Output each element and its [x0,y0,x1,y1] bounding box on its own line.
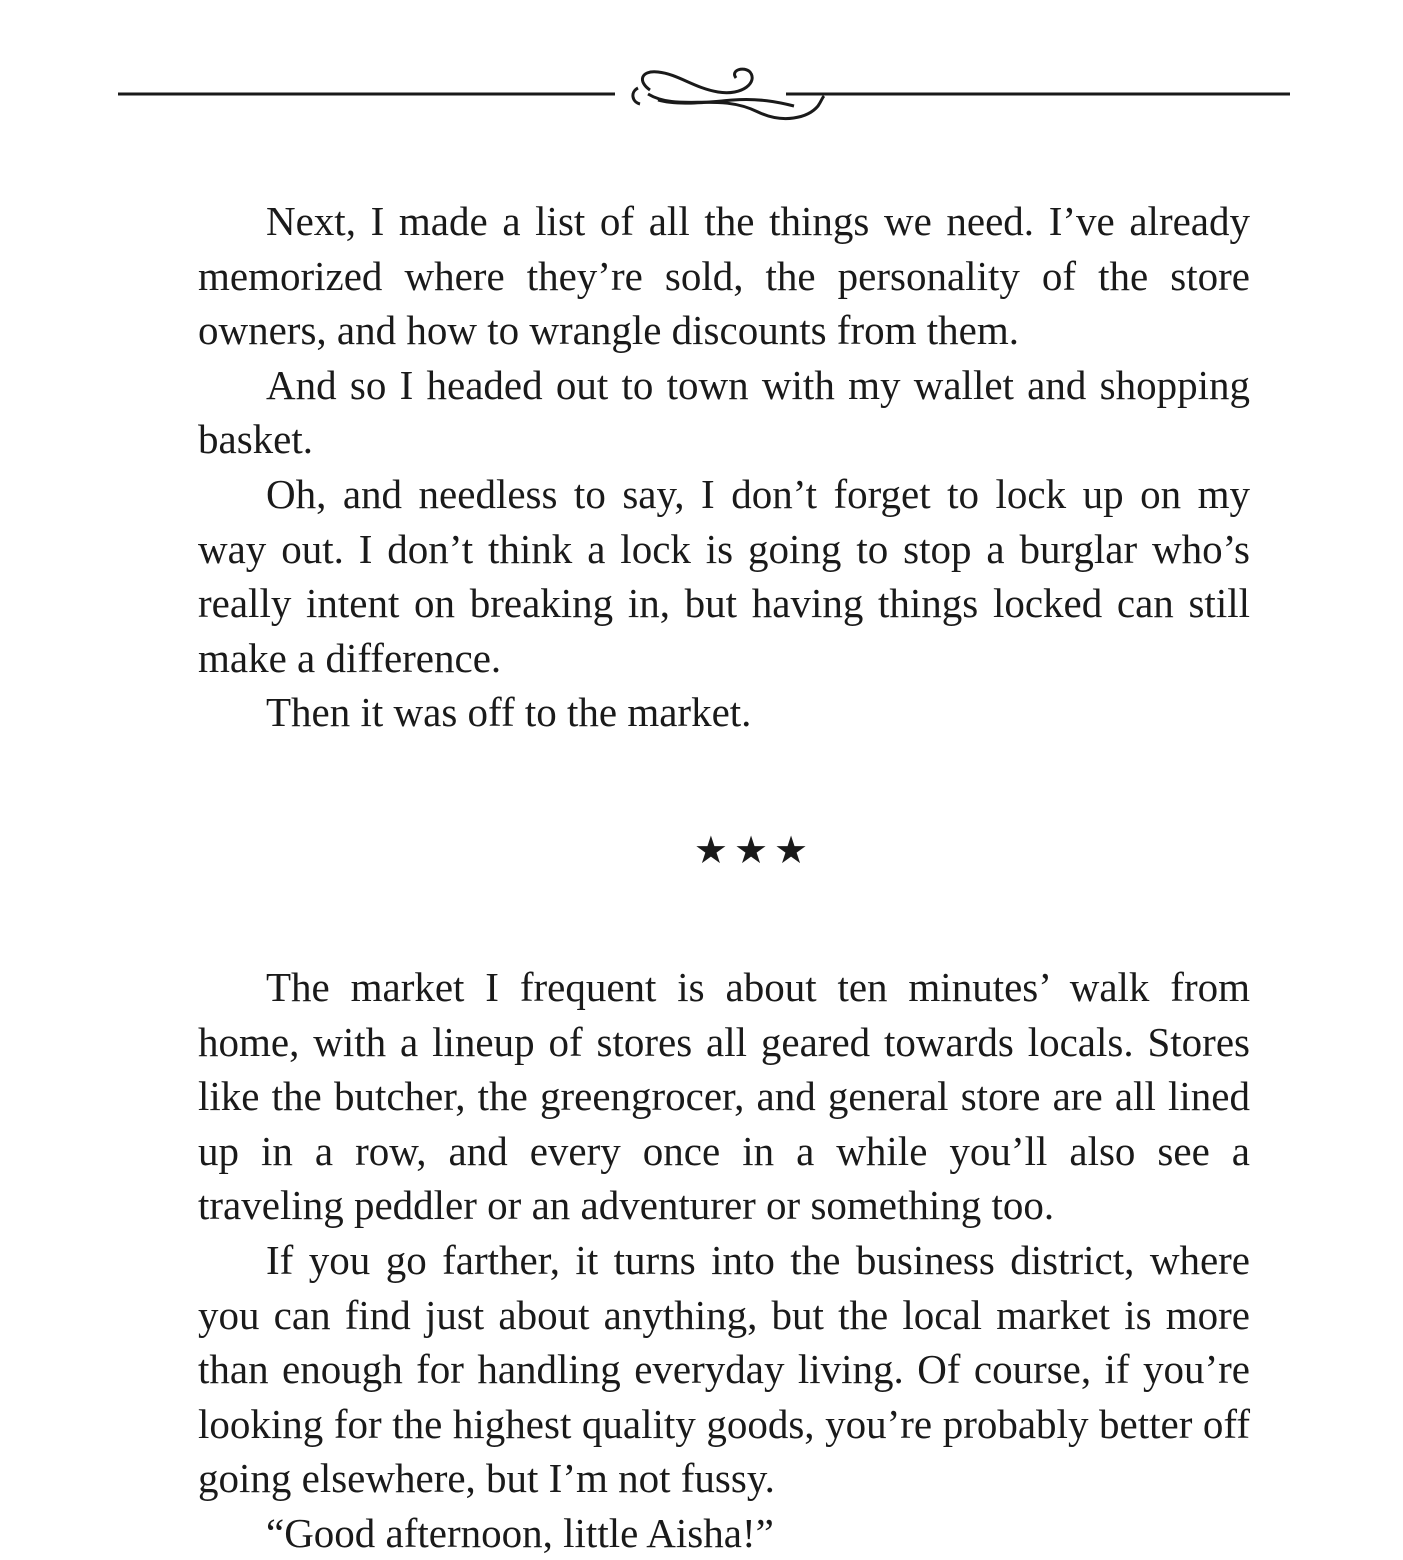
scene-break-stars: ★★★ [693,827,815,872]
paragraph: If you go farther, it turns into the business district, where you can find just about anything, but the local market is more than enough for handling everyday living. Of course, if you’re looking for the highest quality goods, you’re probably better off going elsewhere, but I’m not fussy. [198,1236,1250,1502]
paragraph: Then it was off to the market. [266,689,752,736]
paragraph: Next, I made a list of all the things we need. I’ve already memorized where they’re sold, the personality of the store owners, and how to wrangle discounts from them. [198,198,1250,354]
paragraph: “Good afternoon, little Aisha!” [266,1509,774,1556]
paragraph: The market I frequent is about ten minutes’ walk from home, with a lineup of stores all geared towards locals. Stores like the butcher, the greengrocer, and general store are all lined up in a row, and every once in a while you’ll also see a traveling peddler or an adventurer or something too. [198,963,1250,1229]
book-page-text [198,194,1250,1560]
flourish-divider-icon [118,62,1290,132]
paragraph: Oh, and needless to say, I don’t forget to lock up on my way out. I don’t think a lock is going to stop a burglar who’s really intent on breaking in, but having things locked can still make a difference. [198,470,1250,681]
paragraph: And so I headed out to town with my wallet and shopping basket. [198,361,1250,463]
